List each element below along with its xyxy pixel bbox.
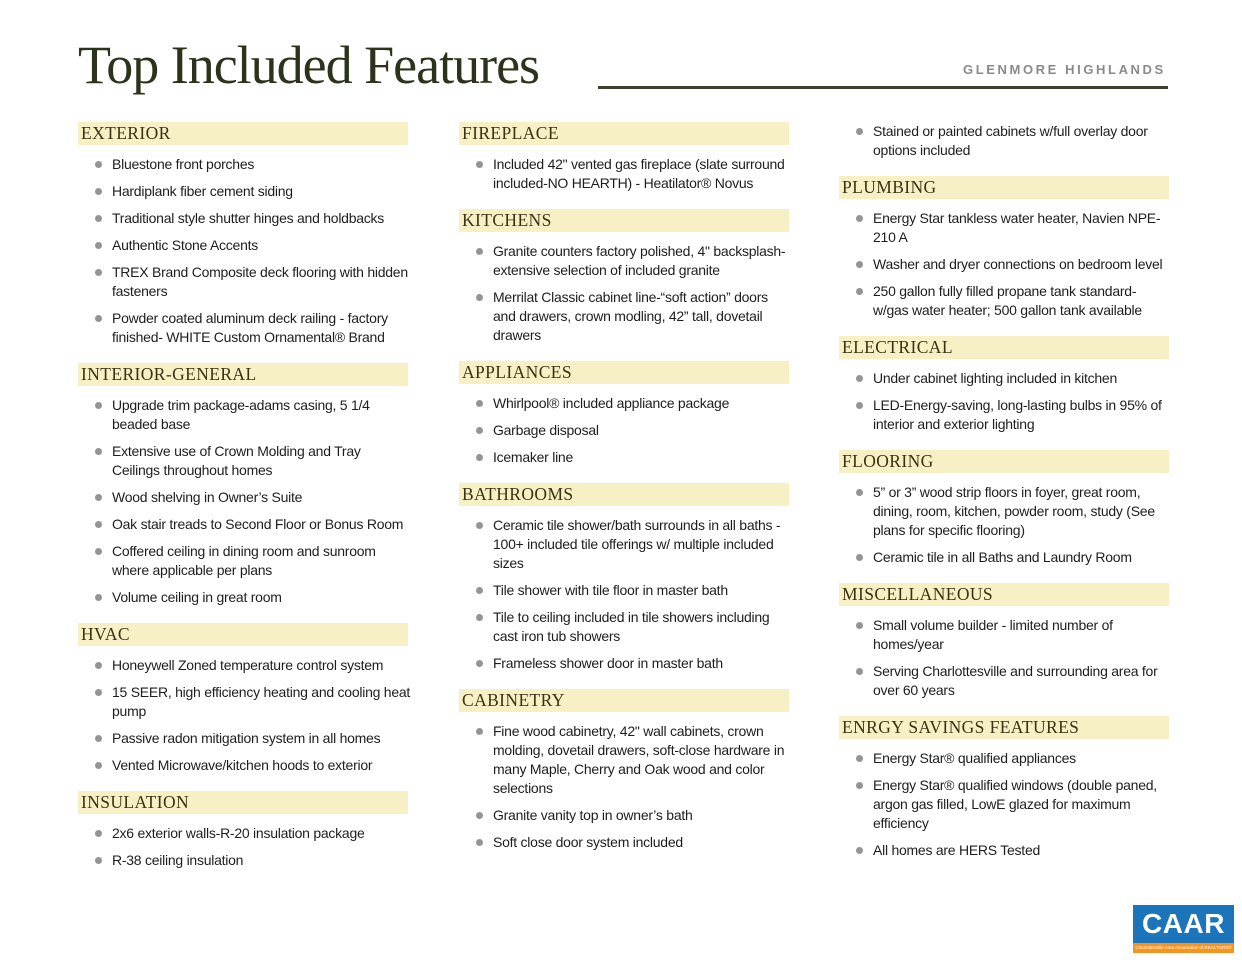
bullet-icon: [856, 554, 863, 561]
list-item: [78, 542, 414, 580]
item-text: Passive radon mitigation system in all homes: [112, 730, 381, 746]
feature-list: [78, 155, 414, 347]
list-item: [839, 548, 1175, 567]
item-text: Small volume builder - limited number of homes/year: [873, 617, 1113, 652]
item-text: Volume ceiling in great room: [112, 589, 282, 605]
item-text: Under cabinet lighting included in kitchen: [873, 370, 1117, 386]
bullet-icon: [856, 782, 863, 789]
list-item: [839, 841, 1175, 860]
bullet-icon: [95, 762, 102, 769]
feature-list: [78, 824, 414, 870]
caar-logo-box: [1133, 905, 1234, 943]
item-text: Soft close door system included: [493, 834, 683, 850]
bullet-icon: [95, 548, 102, 555]
feature-list: [839, 209, 1175, 320]
list-item: [78, 729, 414, 748]
feature-list: [459, 516, 795, 673]
feature-list: [459, 394, 795, 467]
list-item: [459, 242, 795, 280]
list-item: [459, 722, 795, 798]
bullet-icon: [95, 215, 102, 222]
item-text: Tile to ceiling included in tile showers including cast iron tub showers: [493, 609, 770, 644]
list-item: [839, 282, 1175, 320]
section-header: APPLIANCES: [459, 361, 789, 384]
item-text: Energy Star tankless water heater, Navien NPE-210 A: [873, 210, 1161, 245]
bullet-icon: [95, 735, 102, 742]
bullet-icon: [95, 830, 102, 837]
bullet-icon: [856, 261, 863, 268]
section-header: MISCELLANEOUS: [839, 583, 1169, 606]
item-text: Granite counters factory polished, 4" backsplash-extensive selection of included granite: [493, 243, 786, 278]
list-item: [459, 155, 795, 193]
feature-list: [839, 483, 1175, 567]
item-text: Honeywell Zoned temperature control system: [112, 657, 384, 673]
bullet-icon: [476, 294, 483, 301]
bullet-icon: [95, 521, 102, 528]
section-plumbing: [839, 176, 1175, 320]
list-item: [78, 515, 414, 534]
section-fireplace: [459, 122, 795, 193]
bullet-icon: [856, 847, 863, 854]
item-text: 5” or 3” wood strip floors in foyer, great room, dining, room, kitchen, powder room, study (See plans for specific flooring): [873, 484, 1155, 538]
section-header: ELECTRICAL: [839, 336, 1169, 359]
feature-list: [839, 369, 1175, 434]
item-text: All homes are HERS Tested: [873, 842, 1041, 858]
section-header: INTERIOR-GENERAL: [78, 363, 408, 386]
list-item: [839, 749, 1175, 768]
item-text: Energy Star® qualified windows (double paned, argon gas filled, LowE glazed for maximum efficiency: [873, 777, 1157, 831]
community-name: GLENMORE HIGHLANDS: [963, 62, 1166, 77]
item-text: Whirlpool® included appliance package: [493, 395, 730, 411]
item-text: Tile shower with tile floor in master bath: [493, 582, 728, 598]
bullet-icon: [856, 215, 863, 222]
list-item: [78, 851, 414, 870]
item-text: Garbage disposal: [493, 422, 599, 438]
section-bathrooms: [459, 483, 795, 673]
item-text: 15 SEER, high efficiency heating and cooling heat pump: [112, 684, 411, 719]
list-item: [459, 806, 795, 825]
item-text: Energy Star® qualified appliances: [873, 750, 1076, 766]
list-item: [78, 396, 414, 434]
bullet-icon: [95, 188, 102, 195]
bullet-icon: [95, 689, 102, 696]
bullet-icon: [476, 161, 483, 168]
feature-list: [459, 242, 795, 345]
item-text: Serving Charlottesville and surrounding area for over 60 years: [873, 663, 1158, 698]
list-item: [78, 488, 414, 507]
bullet-icon: [856, 128, 863, 135]
section-appliances: [459, 361, 795, 467]
bullet-icon: [856, 489, 863, 496]
list-item: [839, 662, 1175, 700]
section-electrical: [839, 336, 1175, 434]
caar-logo-text: CAAR: [1142, 908, 1225, 939]
section-header: KITCHENS: [459, 209, 789, 232]
section-header: PLUMBING: [839, 176, 1169, 199]
bullet-icon: [95, 269, 102, 276]
list-item: [459, 421, 795, 440]
section-kitchens: [459, 209, 795, 345]
bullet-icon: [95, 402, 102, 409]
bullet-icon: [476, 812, 483, 819]
item-text: Ceramic tile shower/bath surrounds in all baths - 100+ included tile offerings w/ multiple included sizes: [493, 517, 781, 571]
list-item: [78, 263, 414, 301]
section-interior-general: [78, 363, 414, 607]
item-text: Oak stair treads to Second Floor or Bonus Room: [112, 516, 404, 532]
list-item: [459, 833, 795, 852]
list-item: [78, 683, 414, 721]
list-item: [78, 824, 414, 843]
feature-list: [78, 396, 414, 607]
bullet-icon: [95, 594, 102, 601]
list-item: [839, 483, 1175, 540]
bullet-icon: [95, 494, 102, 501]
bullet-icon: [856, 668, 863, 675]
item-text: TREX Brand Composite deck flooring with hidden fasteners: [112, 264, 408, 299]
list-item: [459, 654, 795, 673]
item-text: Traditional style shutter hinges and holdbacks: [112, 210, 385, 226]
list-item: [459, 581, 795, 600]
section-header: INSULATION: [78, 791, 408, 814]
caar-logo: [1133, 905, 1234, 953]
item-text: Hardiplank fiber cement siding: [112, 183, 293, 199]
bullet-icon: [476, 427, 483, 434]
bullet-icon: [476, 400, 483, 407]
section-header: ENRGY SAVINGS FEATURES: [839, 716, 1169, 739]
item-text: Icemaker line: [493, 449, 574, 465]
list-item: [459, 516, 795, 573]
item-text: Granite vanity top in owner’s bath: [493, 807, 693, 823]
bullet-icon: [476, 614, 483, 621]
section-cabinetry: [459, 689, 795, 852]
list-item: [78, 656, 414, 675]
item-text: Powder coated aluminum deck railing - factory finished- WHITE Custom Ornamental® Brand: [112, 310, 388, 345]
list-item: [459, 608, 795, 646]
section-header: BATHROOMS: [459, 483, 789, 506]
item-text: Bluestone front porches: [112, 156, 255, 172]
item-text: R-38 ceiling insulation: [112, 852, 244, 868]
section-flooring: [839, 450, 1175, 567]
bullet-icon: [95, 857, 102, 864]
section-insulation: [78, 791, 414, 870]
item-text: Fine wood cabinetry, 42" wall cabinets, crown molding, dovetail drawers, soft-close hardware in many Maple, Cherry and Oak wood and color selections: [493, 723, 785, 796]
item-text: Vented Microwave/kitchen hoods to exterior: [112, 757, 373, 773]
list-item: [78, 588, 414, 607]
list-item: [839, 369, 1175, 388]
item-text: Frameless shower door in master bath: [493, 655, 723, 671]
list-item: [78, 756, 414, 775]
bullet-icon: [95, 161, 102, 168]
list-item: [839, 396, 1175, 434]
page-title: Top Included Features: [78, 35, 540, 95]
bullet-icon: [476, 587, 483, 594]
feature-list: [78, 656, 414, 775]
item-text: Upgrade trim package-adams casing, 5 1/4 beaded base: [112, 397, 370, 432]
bullet-icon: [95, 242, 102, 249]
section-enrgy-savings-features: [839, 716, 1175, 860]
item-text: LED-Energy-saving, long-lasting bulbs in 95% of interior and exterior lighting: [873, 397, 1162, 432]
bullet-icon: [856, 375, 863, 382]
list-item: [839, 616, 1175, 654]
bullet-icon: [476, 728, 483, 735]
item-text: Included 42" vented gas fireplace (slate surround included-NO HEARTH) - Heatilator® Novus: [493, 156, 785, 191]
section-header: HVAC: [78, 623, 408, 646]
feature-list: [459, 155, 795, 193]
title-rule-divider: [598, 86, 1168, 89]
section-header: FIREPLACE: [459, 122, 789, 145]
item-text: 2x6 exterior walls-R-20 insulation package: [112, 825, 365, 841]
bullet-icon: [476, 839, 483, 846]
list-item: [839, 209, 1175, 247]
item-text: Washer and dryer connections on bedroom level: [873, 256, 1163, 272]
feature-list: [839, 749, 1175, 860]
item-text: Merrilat Classic cabinet line-“soft action” doors and drawers, crown modling, 42” tall, dovetail drawers: [493, 289, 768, 343]
bullet-icon: [95, 662, 102, 669]
caar-logo-subtext: Charlottesville Area Association of REALTORS®: [1133, 943, 1234, 953]
feature-list: [839, 122, 1175, 160]
list-item: [78, 442, 414, 480]
bullet-icon: [476, 454, 483, 461]
bullet-icon: [476, 660, 483, 667]
features-column-3: [839, 119, 1175, 868]
list-item: [78, 155, 414, 174]
section-cabinetry-continued: [839, 122, 1175, 160]
features-column-1: [78, 122, 414, 878]
bullet-icon: [856, 622, 863, 629]
item-text: Stained or painted cabinets w/full overlay door options included: [873, 123, 1148, 158]
feature-list: [839, 616, 1175, 700]
list-item: [459, 448, 795, 467]
item-text: 250 gallon fully filled propane tank standard- w/gas water heater; 500 gallon tank available: [873, 283, 1142, 318]
bullet-icon: [95, 315, 102, 322]
bullet-icon: [476, 522, 483, 529]
bullet-icon: [856, 288, 863, 295]
section-header: EXTERIOR: [78, 122, 408, 145]
feature-list: [459, 722, 795, 852]
item-text: Authentic Stone Accents: [112, 237, 259, 253]
list-item: [839, 776, 1175, 833]
item-text: Wood shelving in Owner’s Suite: [112, 489, 303, 505]
list-item: [78, 182, 414, 201]
section-exterior: [78, 122, 414, 347]
list-item: [78, 236, 414, 255]
list-item: [459, 288, 795, 345]
bullet-icon: [95, 448, 102, 455]
bullet-icon: [856, 755, 863, 762]
section-header: FLOORING: [839, 450, 1169, 473]
list-item: [78, 209, 414, 228]
list-item: [839, 122, 1175, 160]
section-miscellaneous: [839, 583, 1175, 700]
list-item: [839, 255, 1175, 274]
section-hvac: [78, 623, 414, 775]
bullet-icon: [856, 402, 863, 409]
item-text: Ceramic tile in all Baths and Laundry Room: [873, 549, 1132, 565]
section-header: CABINETRY: [459, 689, 789, 712]
list-item: [459, 394, 795, 413]
item-text: Coffered ceiling in dining room and sunroom where applicable per plans: [112, 543, 376, 578]
features-column-2: [459, 122, 795, 860]
item-text: Extensive use of Crown Molding and Tray Ceilings throughout homes: [112, 443, 361, 478]
bullet-icon: [476, 248, 483, 255]
list-item: [78, 309, 414, 347]
